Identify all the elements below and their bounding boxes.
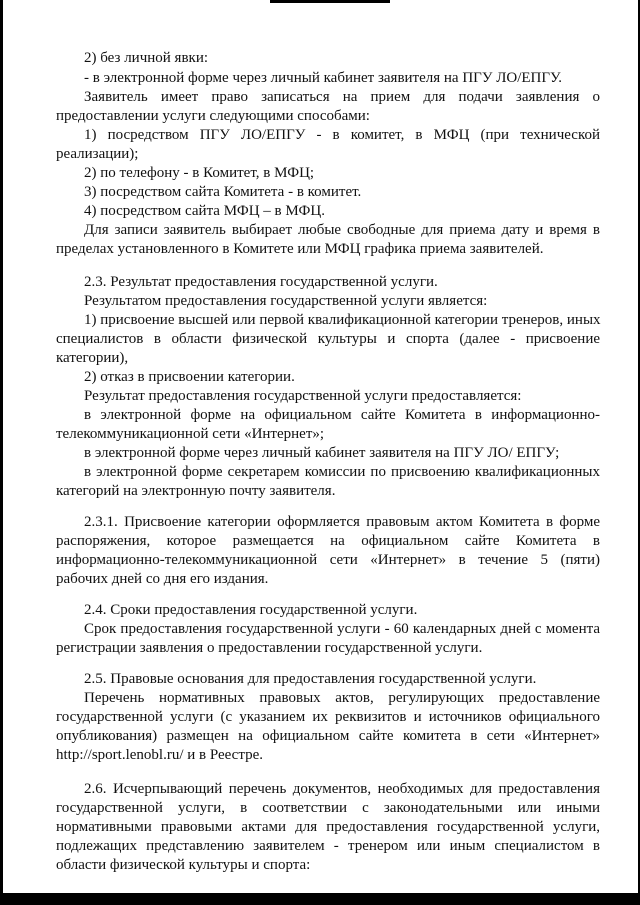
- text-line: http://sport.lenobl.ru/ и в Реестре.: [56, 747, 263, 763]
- text-line: распоряжения, которое размещается на официальном сайте Комитета в: [56, 533, 600, 549]
- text-line: информационно-телекоммуникационной сети «Интернет» в течение 5 (пяти): [56, 552, 600, 568]
- text-line: опубликования) размещен на официальном сайте комитета в сети «Интернет»: [56, 728, 600, 744]
- text-line: 4) посредством сайта МФЦ – в МФЦ.: [84, 203, 325, 219]
- text-line: 1) посредством ПГУ ЛО/ЕПГУ - в комитет, в МФЦ (при технической: [84, 127, 600, 143]
- section-heading: 2.3. Результат предоставления государственной услуги.: [84, 274, 438, 290]
- text-line: государственной услуги (с указанием их реквизитов и источников официального: [56, 709, 600, 725]
- text-line: предоставлении услуги следующими способами:: [56, 108, 370, 124]
- text-line: Перечень нормативных правовых актов, регулирующих предоставление: [84, 690, 600, 706]
- text-line: государственной услуги, в соответствии с законодательными или иными: [56, 800, 600, 816]
- text-line: в электронной форме на официальном сайте Комитета в информационно-: [84, 407, 600, 423]
- text-line: в электронной форме секретарем комиссии по присвоению квалификационных: [84, 464, 600, 480]
- text-line: 2.6. Исчерпывающий перечень документов, необходимых для предоставления: [84, 781, 600, 797]
- text-line: регистрации заявления о предоставлении государственной услуги.: [56, 640, 483, 656]
- text-line: Результатом предоставления государственной услуги является:: [84, 293, 488, 309]
- text-line: пределах установленного в Комитете или МФЦ графика приема заявителей.: [56, 241, 544, 257]
- text-line: Для записи заявитель выбирает любые свободные для приема дату и время в: [84, 222, 600, 238]
- text-line: подлежащих представлению заявителем - тренером или иным специалистом в: [56, 838, 600, 854]
- text-line: 2) по телефону - в Комитет, в МФЦ;: [84, 165, 315, 181]
- text-line: категорий на электронную почту заявителя.: [56, 483, 336, 499]
- text-line: 2) без личной явки:: [84, 50, 209, 66]
- text-line: нормативными правовыми актами для предоставления государственной услуги,: [56, 819, 600, 835]
- text-line: области физической культуры и спорта:: [56, 857, 311, 873]
- text-line: реализации);: [56, 146, 139, 162]
- text-line: 2) отказ в присвоении категории.: [84, 369, 295, 385]
- text-line: Результат предоставления государственной услуги предоставляется:: [84, 388, 522, 404]
- text-line: Заявитель имеет право записаться на прием для подачи заявления о: [84, 89, 600, 105]
- text-line: 2.3.1. Присвоение категории оформляется правовым актом Комитета в форме: [84, 514, 600, 530]
- text-line: рабочих дней со дня его издания.: [56, 571, 269, 587]
- text-line: в электронной форме через личный кабинет заявителя на ПГУ ЛО/ ЕПГУ;: [84, 445, 560, 461]
- text-line: Срок предоставления государственной услуги - 60 календарных дней с момента: [84, 621, 600, 637]
- text-line: специалистов в области физической культуры и спорта (далее - присвоение: [56, 331, 600, 347]
- section-heading: 2.4. Сроки предоставления государственной услуги.: [84, 602, 418, 618]
- text-line: 3) посредством сайта Комитета - в комитет.: [84, 184, 362, 200]
- text-line: 1) присвоение высшей или первой квалификационной категории тренеров, иных: [84, 312, 601, 328]
- text-line: категории),: [56, 350, 129, 366]
- text-line: - в электронной форме через личный кабинет заявителя на ПГУ ЛО/ЕПГУ.: [84, 70, 562, 86]
- section-heading: 2.5. Правовые основания для предоставления государственной услуги.: [84, 671, 537, 687]
- text-line: телекоммуникационной сети «Интернет»;: [56, 426, 325, 442]
